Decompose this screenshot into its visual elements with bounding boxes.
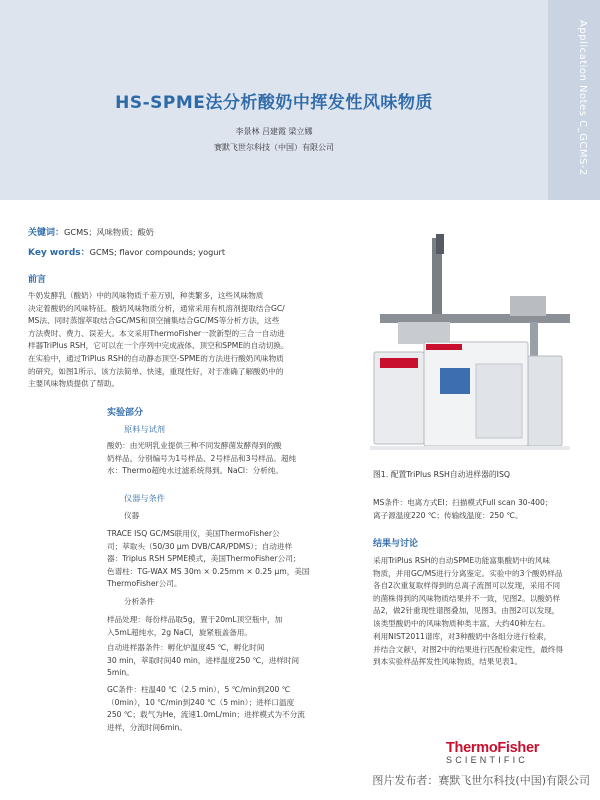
figure-caption: 图1. 配置TriPlus RSH自动进样器的ISQ: [373, 470, 511, 479]
gc-brand-strip: [426, 344, 462, 350]
keywords-cn-label: 关键词：: [28, 228, 65, 238]
results-line: 的菌株得到的风味物质结果并不一致，见图2。以酸奶样: [373, 593, 561, 603]
bench-surface: [370, 446, 570, 450]
instrument-paragraph: [107, 528, 365, 591]
sample-rack: [398, 322, 450, 344]
intro-line: 牛奶发酵乳（酸奶）中的风味物质千差万别，种类繁多，这些风味物质: [28, 291, 264, 300]
intro-line: 的研究，如图1所示。该方法简单、快速，重现性好，对于准确了解酸奶中的: [28, 366, 284, 376]
gc-line: GC条件：柱温40 ℃（2.5 min），5 ℃/min到200 ℃: [107, 685, 291, 694]
publisher-watermark: 图片发布者：赛默飞世尔科技(中国)有限公司: [372, 774, 590, 787]
gc-paragraph: [107, 684, 365, 734]
sample-line: 入5mL超纯水，2g NaCl，旋紧瓶盖备用。: [107, 627, 252, 637]
results-line: 各自2次重复取样得到的总离子流图可以发现，采用不同: [373, 581, 561, 591]
materials-line: 酸奶：由光明乳业提供三种不同发酵菌发酵得到的酸: [107, 441, 282, 450]
autosampler-line: 自动进样器条件：孵化炉温度45 ℃，孵化时间: [107, 643, 265, 652]
gc-oven-door: [476, 364, 522, 438]
autosampler-head: [436, 234, 444, 254]
autosampler-line: 30 min，萃取时间40 min，进样温度250 ℃，进样时间: [107, 655, 300, 665]
gc-line: 进样，分流时间6min。: [107, 722, 187, 732]
keywords-en-label: Key words：: [28, 248, 90, 258]
autosampler-paragraph: [107, 642, 365, 680]
analysis-heading: 分析条件: [124, 597, 155, 606]
gcms-instrument-image: [370, 234, 570, 459]
page-title: HS-SPME法分析酸奶中挥发性风味物质: [115, 93, 433, 113]
instrument-heading: 仪器: [124, 511, 140, 520]
materials-line: 水：Thermo超纯水过滤系统得到。NaCl：分析纯。: [107, 466, 283, 476]
gc-display-screen: [440, 368, 470, 394]
ms-line: 离子源温度220 ℃；传输线温度：250 ℃。: [373, 510, 523, 520]
intro-paragraph: [28, 290, 364, 391]
instrument-line: 司；萃取头（50/30 μm DVB/CAR/PDMS）；自动进样: [107, 541, 293, 551]
results-line: 物质，并用GC/MS进行分离鉴定。实验中的3个酸奶样品: [373, 568, 563, 578]
instrument-conditions-heading: 仪器与条件: [124, 493, 165, 503]
ms-line: MS条件：电离方式EI；扫描模式Full scan 30-400；: [373, 498, 553, 507]
autosampler-tray: [510, 296, 546, 316]
results-paragraph-2: [373, 631, 573, 669]
results-heading: 结果与讨论: [373, 539, 419, 549]
sample-line: 样品处理：每份样品取5g，置于20mL顶空瓶中，加: [107, 615, 283, 624]
intro-line: 方法费时、费力、误差大。本文采用ThermoFisher一款新型的三合一自动进: [28, 328, 285, 338]
results-line: 该类型酸奶中的风味物质种类丰富，大约40种左右。: [373, 618, 550, 628]
instrument-line: TRACE ISQ GC/MS联用仪，美国ThermoFisher公: [107, 529, 280, 538]
side-module: [528, 356, 562, 446]
results-line: 利用NIST2011谱库，对3种酸奶中各组分进行检索，: [373, 632, 552, 641]
experimental-heading: 实验部分: [107, 408, 144, 418]
intro-line: MS法、同时蒸馏萃取结合GC/MS和顶空捕集结合GC/MS等分析方法，这些: [28, 316, 280, 326]
materials-heading: 原料与试剂: [124, 424, 165, 434]
autosampler-line: 5min。: [107, 668, 134, 678]
results-line: 并结合文献¹，对图2中的结果进行匹配检索定性，最终得: [373, 644, 564, 654]
keywords-cn-text: GCMS；风味物质；酸奶: [64, 227, 154, 237]
results-paragraph-1: [373, 555, 573, 631]
keywords-en: [28, 245, 225, 258]
instrument-line: 色谱柱：TG-WAX MS 30m × 0.25mm × 0.25 μm，美国: [107, 566, 310, 576]
gc-line: 250 ℃；载气为He，流速1.0mL/min；进样模式为不分流: [107, 710, 305, 720]
affiliation: 赛默飞世尔科技（中国）有限公司: [214, 143, 334, 152]
intro-heading: 前言: [28, 275, 47, 285]
authors: 李景林 吕建霞 梁立娜: [235, 127, 313, 136]
intro-line: 样器TriPlus RSH，它可以在一个序列中完成液体、顶空和SPME的自动切换。: [28, 341, 289, 351]
results-line: 品2，做2针重现性谱图叠加，见图3。由图2可以发现，: [373, 606, 560, 616]
ms-brand-strip: [380, 358, 418, 368]
instrument-line: ThermoFisher公司。: [107, 579, 182, 589]
intro-line: 决定着酸奶的风味特征。酸奶风味物质分析，通常采用有机溶剂提取结合GC/: [28, 303, 285, 313]
materials-paragraph: [107, 440, 365, 478]
logo-main-text: ThermoFisher: [446, 740, 540, 756]
keywords-en-text: GCMS; flavor compounds; yogurt: [89, 247, 226, 257]
side-label: Application Notes C_GCMS-2: [577, 20, 588, 176]
gc-line: （0min），10 ℃/min到240 ℃（5 min）；进样口温度: [107, 697, 295, 707]
intro-line: 主要风味物质提供了帮助。: [28, 379, 120, 389]
sample-paragraph: [107, 614, 365, 639]
thermofisher-logo: [446, 740, 566, 765]
intro-line: 在实验中，通过TriPlus RSH的自动静态顶空-SPME的方法进行酸奶风味物质: [28, 353, 284, 363]
materials-line: 奶样品，分别编号为1号样品、2号样品和3号样品。超纯: [107, 453, 297, 463]
keywords-cn: [28, 225, 154, 238]
results-line: 采用TriPlus RSH的自动SPME功能富集酸奶中的风味: [373, 556, 551, 565]
instrument-line: 器：Triplus RSH SPME模式，美国ThermoFisher公司；: [107, 554, 301, 564]
results-line: 到本实验样品挥发性风味物质，结果见表1。: [373, 657, 523, 667]
ms-conditions-paragraph: [373, 497, 573, 522]
logo-sub-text: SCIENTIFIC: [446, 755, 529, 765]
